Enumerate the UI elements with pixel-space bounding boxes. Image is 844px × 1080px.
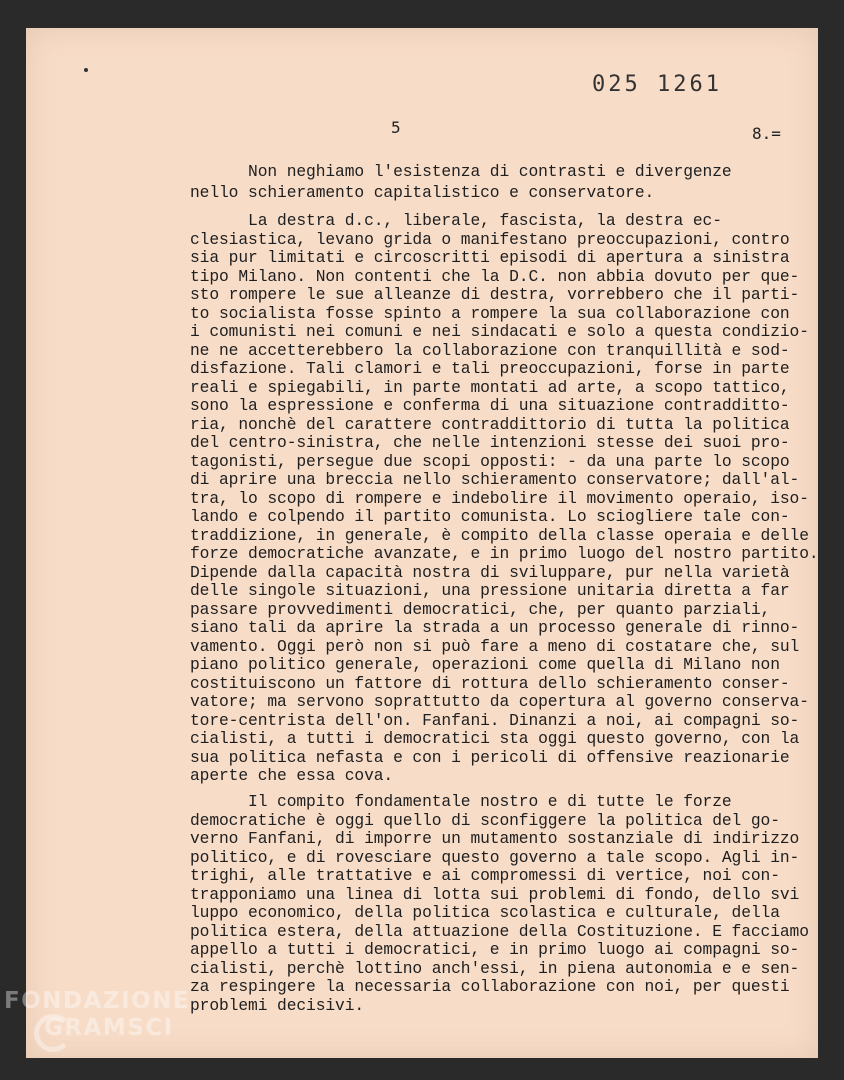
logo-g-icon: [34, 1014, 72, 1052]
text-line: za respingere la necessaria collaborazione con noi, per questi: [190, 977, 790, 996]
text-line: appello a tutti i democratici, e in primo luogo ai compagni so-: [190, 940, 800, 959]
text-line: verno Fanfani, di imporre un mutamento sostanziale di indirizzo: [190, 829, 800, 848]
text-line: trapponiamo una linea di lotta sui problemi di fondo, dello svi: [190, 885, 800, 904]
watermark-line2: GRAMSCI: [44, 1015, 174, 1041]
text-line: sto rompere le sue alleanze di destra, vorrebbero che il parti-: [190, 285, 800, 304]
text-line: vamento. Oggi però non si può fare a meno di costatare che, sul: [190, 637, 800, 656]
text-line: lando e colpendo il partito comunista. Lo sciogliere tale con-: [190, 507, 790, 526]
text-line: piano politico generale, operazioni come quella di Milano non: [190, 655, 780, 674]
text-line: Il compito fondamentale nostro e di tutte le forze: [190, 792, 732, 811]
text-line: passare provvedimenti democratici, che, per quanto parziali,: [190, 600, 771, 619]
text-line: tipo Milano. Non contenti che la D.C. non abbia dovuto per que-: [190, 267, 800, 286]
text-line: politica estera, della attuazione della Costituzione. E facciamo: [190, 922, 809, 941]
text-line: luppo economico, della politica scolastica e culturale, della: [190, 903, 780, 922]
text-line: cialisti, a tutti i democratici sta oggi questo governo, con la: [190, 729, 800, 748]
text-line: sua politica nefasta e con i pericoli di offensive reazionarie: [190, 748, 790, 767]
page-number: 5: [391, 118, 401, 137]
text-line: siano tali da aprire la strada a un processo generale di rinno-: [190, 618, 800, 637]
text-line: aperte che essa cova.: [190, 766, 394, 785]
text-line: ria, nonchè del carattere contraddittorio di tutta la politica: [190, 415, 790, 434]
text-line: politico, e di rovesciare questo governo a tale scopo. Agli in-: [190, 848, 800, 867]
punch-dot: [84, 68, 88, 72]
text-line: cialisti, perchè lottino anch'essi, in piena autonomia e e sen-: [190, 959, 800, 978]
text-line: tagonisti, persegue due scopi opposti: - da una parte lo scopo: [190, 452, 790, 471]
archive-number: 025 1261: [592, 72, 722, 97]
text-line: di aprire una breccia nello schieramento conservatore; dall'al-: [190, 470, 800, 489]
text-line: to socialista fosse spinto a rompere la sua collaborazione con: [190, 304, 790, 323]
text-line: Dipende dalla capacità nostra di sviluppare, pur nella varietà: [190, 563, 790, 582]
watermark-line1: FONDAZIONE: [4, 988, 191, 1014]
text-line: i comunisti nei comuni e nei sindacati e solo a questa condizio-: [190, 322, 809, 341]
text-line: forze democratiche avanzate, e in primo luogo del nostro partito.: [190, 544, 819, 563]
sheet-number: 8.=: [752, 124, 781, 143]
text-line: problemi decisivi.: [190, 996, 365, 1015]
text-line: nello schieramento capitalistico e conservatore.: [190, 183, 655, 202]
text-line: democratiche è oggi quello di sconfiggere la politica del go-: [190, 811, 780, 830]
text-line: del centro-sinistra, che nelle intenzioni stesse dei suoi pro-: [190, 433, 790, 452]
text-line: disfazione. Tali clamori e tali preoccupazioni, forse in parte: [190, 359, 790, 378]
text-line: clesiastica, levano grida o manifestano preoccupazioni, contro: [190, 230, 790, 249]
text-line: tra, lo scopo di rompere e indebolire il movimento operaio, iso-: [190, 489, 809, 508]
text-line: trighi, alle trattative e ai compromessi di vertice, noi con-: [190, 866, 780, 885]
text-line: La destra d.c., liberale, fascista, la destra ec-: [190, 211, 722, 230]
text-line: ne ne accetterebbero la collaborazione con tranquillità e sod-: [190, 341, 790, 360]
text-line: delle singole situazioni, una pressione unitaria diretta a far: [190, 581, 790, 600]
text-line: tore-centrista dell'on. Fanfani. Dinanzi a noi, ai compagni so-: [190, 711, 800, 730]
text-line: traddizione, in generale, è compito della classe operaia e delle: [190, 526, 809, 545]
text-line: reali e spiegabili, in parte montati ad arte, a scopo tattico,: [190, 378, 790, 397]
text-line: costituiscono un fattore di rottura dello schieramento conser-: [190, 674, 790, 693]
archive-watermark: [4, 990, 190, 1040]
text-line: sia pur limitati e circoscritti episodi di apertura a sinistra: [190, 248, 790, 267]
text-line: vatore; ma servono soprattutto da copertura al governo conserva-: [190, 692, 809, 711]
text-line: sono la espressione e conferma di una situazione contradditto-: [190, 396, 790, 415]
text-line: Non neghiamo l'esistenza di contrasti e divergenze: [190, 162, 732, 181]
